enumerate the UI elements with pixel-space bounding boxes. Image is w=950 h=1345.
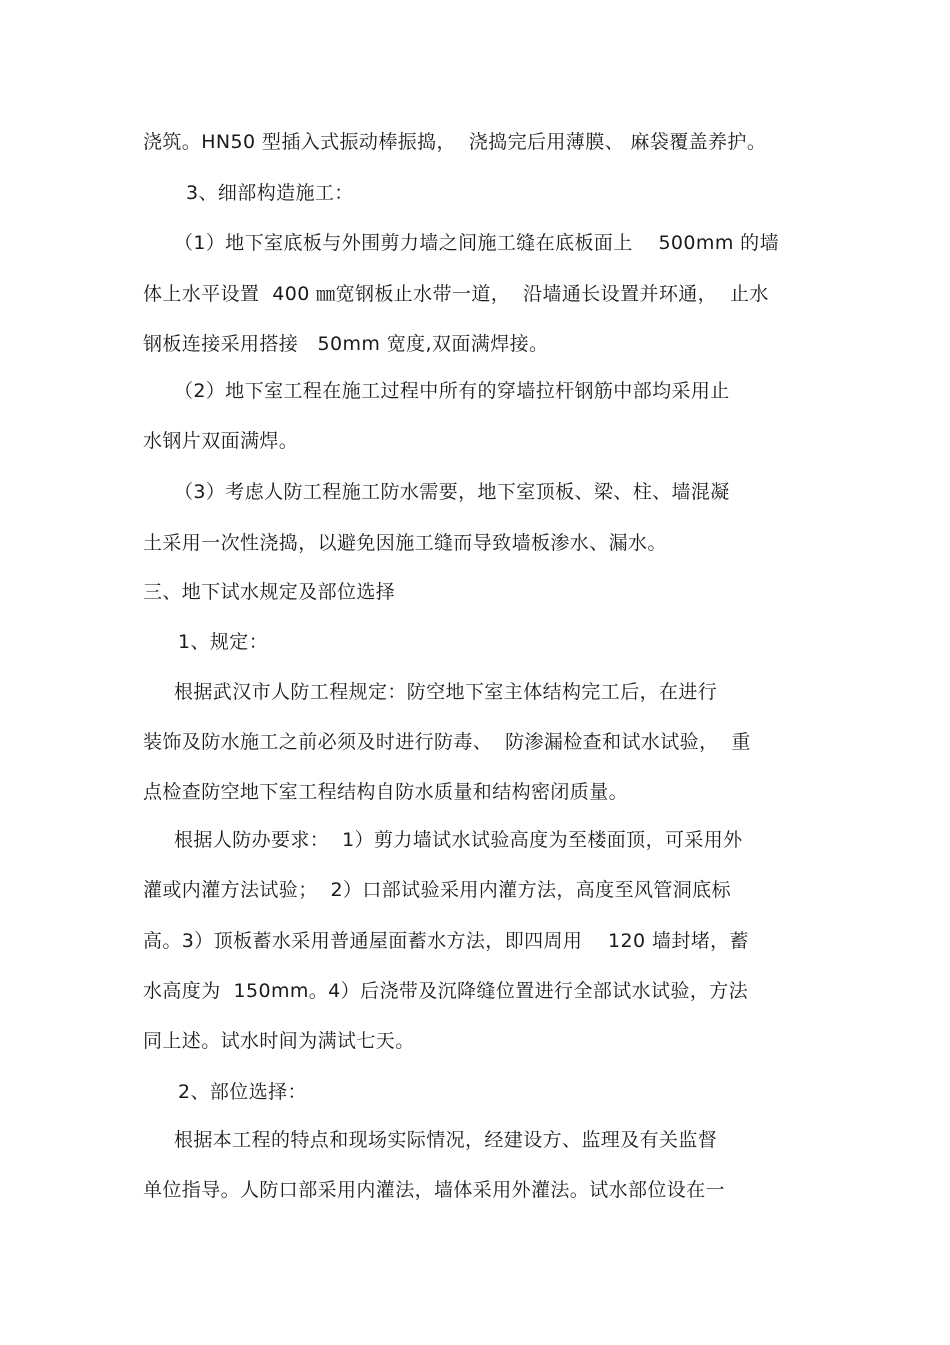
text-line: 水高度为 150mm。4）后浇带及沉降缝位置进行全部试水试验，方法 (143, 980, 749, 1002)
text-line: 体上水平设置 400 ㎜宽钢板止水带一道， 沿墙通长设置并环通， 止水 (143, 283, 769, 305)
text-line: 同上述。试水时间为满试七天。 (143, 1030, 415, 1052)
text-line: 根据武汉市人防工程规定：防空地下室主体结构完工后，在进行 (174, 681, 718, 703)
text-line: 根据人防办要求： 1）剪力墙试水试验高度为至楼面顶，可采用外 (174, 829, 743, 851)
text-line: 水钢片双面满焊。 (143, 430, 299, 452)
text-line: 浇筑。HN50 型插入式振动棒振捣， 浇捣完后用薄膜、 麻袋覆盖养护。 (143, 131, 767, 153)
text-line: 点检查防空地下室工程结构自防水质量和结构密闭质量。 (143, 781, 629, 803)
text-line: 灌或内灌方法试验； 2）口部试验采用内灌方法，高度至风管洞底标 (143, 879, 731, 901)
text-line: （1）地下室底板与外围剪力墙之间施工缝在底板面上 500mm 的墙 (174, 232, 779, 254)
text-line: 根据本工程的特点和现场实际情况，经建设方、监理及有关监督 (174, 1129, 718, 1151)
text-line: 高。3）顶板蓄水采用普通屋面蓄水方法，即四周用 120 墙封堵，蓄 (143, 930, 749, 952)
text-line: 土采用一次性浇捣，以避免因施工缝而导致墙板渗水、漏水。 (143, 532, 667, 554)
subsection-heading: 2、部位选择： (178, 1081, 307, 1103)
text-line: （3）考虑人防工程施工防水需要，地下室顶板、梁、柱、墙混凝 (174, 481, 730, 503)
text-line: 装饰及防水施工之前必须及时进行防毒、 防渗漏检查和试水试验， 重 (143, 731, 751, 753)
text-line: （2）地下室工程在施工过程中所有的穿墙拉杆钢筋中部均采用止 (174, 380, 730, 402)
text-line: 单位指导。人防口部采用内灌法，墙体采用外灌法。试水部位设在一 (143, 1179, 726, 1201)
text-line: 钢板连接采用搭接 50mm 宽度,双面满焊接。 (143, 333, 549, 355)
section-heading: 3、细部构造施工： (186, 182, 354, 204)
section-heading: 三、地下试水规定及部位选择 (143, 581, 396, 603)
subsection-heading: 1、规定： (178, 631, 269, 653)
